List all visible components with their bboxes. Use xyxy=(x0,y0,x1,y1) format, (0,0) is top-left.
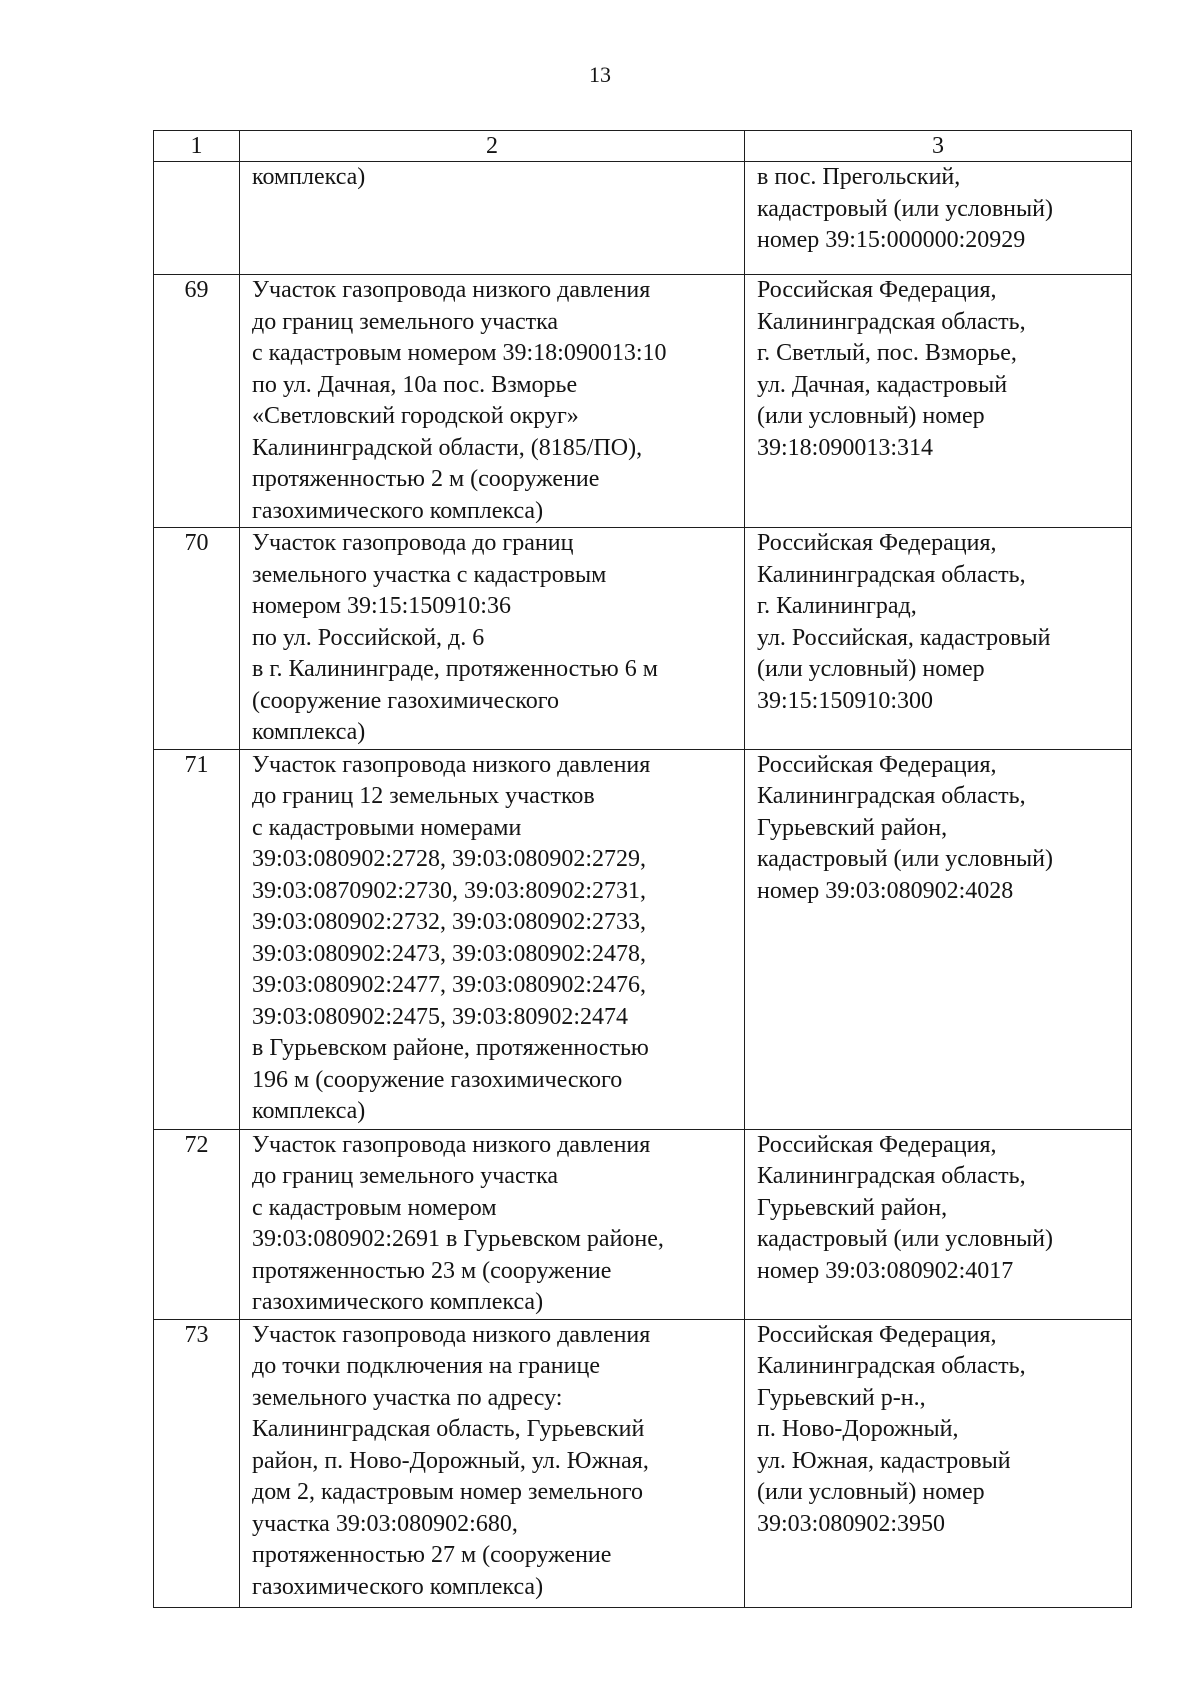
table-row xyxy=(154,749,1132,1129)
row-number: 73 xyxy=(154,1319,240,1607)
row-number: 71 xyxy=(154,749,240,1129)
column-header-2: 2 xyxy=(240,131,745,162)
object-description: Участок газопровода низкого давления до границ 12 земельных участков с кадастровыми номерами 39:03:080902:2728, 39:03:080902:2729, 39:03:0870902:2730, 39:03:80902:2731, 39:03:080902:2732, 39:03:080902:2733, 39:03:080902:2473, 39:03:080902:2478, 39:03:080902:2477, 39:03:080902:2476, 39:03:080902:2475, 39:03:80902:2474 в Гурьевском районе, протяженностью 196 м (сооружение газохимического комплекса) xyxy=(240,749,745,1129)
object-location: Российская Федерация, Калининградская область, Гурьевский район, кадастровый (или условный) номер 39:03:080902:4017 xyxy=(745,1129,1132,1319)
table-row xyxy=(154,275,1132,528)
object-location: в пос. Прегольский, кадастровый (или условный) номер 39:15:000000:20929 xyxy=(745,162,1132,275)
table-row xyxy=(154,1319,1132,1607)
object-description: комплекса) xyxy=(240,162,745,275)
objects-table xyxy=(153,130,1132,1608)
object-location: Российская Федерация, Калининградская область, Гурьевский р-н., п. Ново-Дорожный, ул. Южная, кадастровый (или условный) номер 39:03:080902:3950 xyxy=(745,1319,1132,1607)
table-header-row xyxy=(154,131,1132,162)
object-location: Российская Федерация, Калининградская область, г. Светлый, пос. Взморье, ул. Дачная, кадастровый (или условный) номер 39:18:090013:314 xyxy=(745,275,1132,528)
column-header-1: 1 xyxy=(154,131,240,162)
table-row xyxy=(154,1129,1132,1319)
object-description: Участок газопровода низкого давления до границ земельного участка с кадастровым номером 39:03:080902:2691 в Гурьевском районе, протяженностью 23 м (сооружение газохимического комплекса) xyxy=(240,1129,745,1319)
object-location: Российская Федерация, Калининградская область, г. Калининград, ул. Российская, кадастровый (или условный) номер 39:15:150910:300 xyxy=(745,528,1132,750)
page-number: 13 xyxy=(589,62,611,87)
table-row xyxy=(154,162,1132,275)
table-row xyxy=(154,528,1132,750)
row-number xyxy=(154,162,240,275)
column-header-3: 3 xyxy=(745,131,1132,162)
object-description: Участок газопровода до границ земельного участка с кадастровым номером 39:15:150910:36 по ул. Российской, д. 6 в г. Калининграде, протяженностью 6 м (сооружение газохимического комплекса) xyxy=(240,528,745,750)
object-location: Российская Федерация, Калининградская область, Гурьевский район, кадастровый (или условный) номер 39:03:080902:4028 xyxy=(745,749,1132,1129)
row-number: 72 xyxy=(154,1129,240,1319)
row-number: 69 xyxy=(154,275,240,528)
object-description: Участок газопровода низкого давления до границ земельного участка с кадастровым номером 39:18:090013:10 по ул. Дачная, 10а пос. Взморье «Светловский городской округ» Калининградской области, (8185/ПО), протяженностью 2 м (сооружение газохимического комплекса) xyxy=(240,275,745,528)
row-number: 70 xyxy=(154,528,240,750)
object-description: Участок газопровода низкого давления до точки подключения на границе земельного участка по адресу: Калининградская область, Гурьевский район, п. Ново-Дорожный, ул. Южная, дом 2, кадастровым номер земельного участка 39:03:080902:680, протяженностью 27 м (сооружение газохимического комплекса) xyxy=(240,1319,745,1607)
